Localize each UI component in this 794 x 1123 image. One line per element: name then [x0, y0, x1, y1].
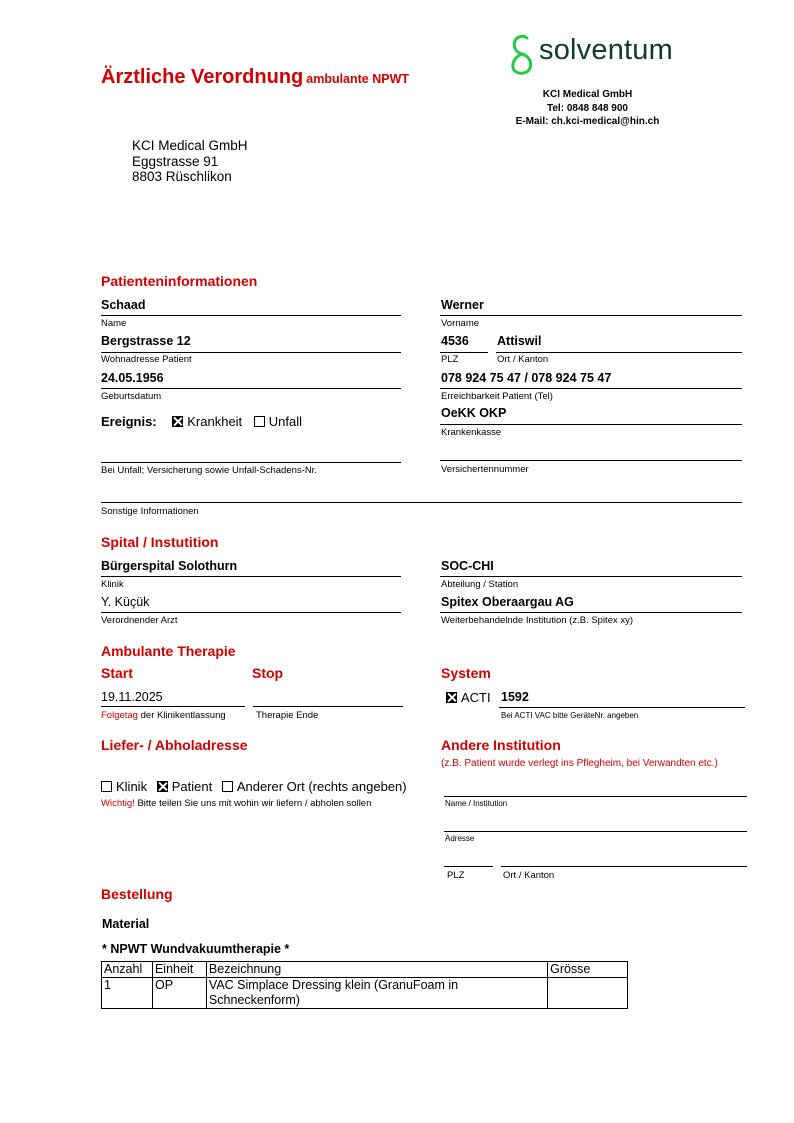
divider [496, 352, 742, 353]
other-institution-city-field[interactable] [501, 866, 747, 867]
divider [499, 707, 745, 708]
divider [101, 315, 401, 316]
patient-name-field[interactable]: Schaad [101, 298, 146, 312]
hospital-doctor-label: Verordnender Arzt [101, 615, 178, 626]
checkbox-checked-icon[interactable] [157, 781, 168, 792]
divider [101, 576, 401, 577]
order-table [101, 961, 628, 1009]
delivery-note [101, 798, 371, 809]
system-option-label: ACTI [461, 690, 491, 705]
column-header-groesse: Grösse [548, 962, 628, 978]
delivery-option-label: Anderer Ort (rechts angeben) [236, 779, 407, 794]
delivery-note-text: Bitte teilen Sie uns mit wohin wir liefern / abholen sollen [137, 798, 372, 809]
accident-field[interactable] [101, 462, 401, 463]
patient-city-field[interactable]: Attiswil [497, 334, 542, 348]
patient-insurance-label: Krankenkasse [441, 427, 502, 438]
event-option-unfall[interactable] [254, 414, 302, 429]
other-institution-city-label: Ort / Kanton [503, 870, 555, 881]
title-main: Ärztliche Verordnung [101, 66, 304, 88]
divider [101, 388, 401, 389]
recipient-company: KCI Medical GmbH [132, 138, 248, 153]
document-title [101, 66, 409, 89]
other-institution-plz-label: PLZ [447, 870, 465, 881]
contact-email: E-Mail: ch.kci-medical@hin.ch [515, 116, 660, 127]
recipient-address [132, 138, 248, 185]
cell-unit: OP [152, 978, 206, 1009]
recipient-street: Eggstrasse 91 [132, 153, 219, 169]
other-institution-name-field[interactable] [444, 796, 747, 797]
patient-birthdate-label: Geburtsdatum [101, 391, 162, 402]
section-patient-heading: Patienteninformationen [101, 273, 258, 289]
logo-s-icon [509, 32, 535, 78]
column-header-einheit: Einheit [152, 962, 206, 978]
patient-firstname-field[interactable]: Werner [441, 298, 484, 312]
contact-block [505, 88, 670, 129]
delivery-option-label: Patient [171, 779, 213, 794]
table-row [102, 978, 628, 1009]
patient-insurance-field[interactable]: OeKK OKP [441, 406, 507, 420]
patient-phone-label: Erreichbarkeit Patient (Tel) [441, 391, 553, 402]
divider [440, 388, 742, 389]
cell-size [548, 978, 628, 1009]
divider [440, 612, 742, 613]
patient-address-field[interactable]: Bergstrasse 12 [101, 334, 191, 348]
event-options [101, 414, 302, 429]
contact-tel: Tel: 0848 848 900 [547, 102, 628, 114]
divider [101, 352, 401, 353]
section-order-heading: Bestellung [101, 886, 173, 902]
hospital-followup-field[interactable]: Spitex Oberaargau AG [441, 595, 574, 609]
therapy-start-heading: Start [101, 665, 133, 681]
other-institution-address-label: Adresse [445, 834, 475, 843]
delivery-option-patient[interactable] [157, 779, 212, 794]
hospital-clinic-field[interactable]: Bürgerspital Solothurn [101, 559, 238, 573]
delivery-option-klinik[interactable] [101, 779, 147, 794]
patient-firstname-label: Vorname [441, 318, 480, 329]
therapy-stop-field[interactable] [253, 706, 403, 707]
order-material-label: Material [102, 917, 150, 931]
section-other-institution-heading: Andere Institution [441, 737, 561, 753]
therapy-start-hint-text: der Klinikentlassung [140, 710, 226, 721]
system-option-acti[interactable] [446, 690, 491, 705]
cell-qty: 1 [102, 978, 153, 1009]
recipient-city: 8803 Rüschlikon [132, 169, 232, 184]
divider [440, 315, 742, 316]
section-delivery-heading: Liefer- / Abholadresse [101, 737, 248, 753]
divider [101, 612, 401, 613]
delivery-options [101, 779, 407, 794]
hospital-followup-label: Weiterbehandelnde Institution (z.B. Spitex xy) [441, 615, 634, 626]
logo-wordmark: solventum [539, 34, 673, 66]
patient-plz-label: PLZ [441, 354, 459, 365]
therapy-start-hint [101, 710, 226, 721]
divider [440, 576, 742, 577]
patient-birthdate-field[interactable]: 24.05.1956 [101, 371, 164, 385]
section-therapy-heading: Ambulante Therapie [101, 643, 236, 659]
hospital-doctor-field[interactable]: Y. Küçük [101, 595, 150, 609]
therapy-stop-hint: Therapie Ende [256, 710, 319, 721]
checkbox-checked-icon[interactable] [172, 416, 183, 427]
other-info-field[interactable] [101, 502, 742, 503]
patient-address-label: Wohnadresse Patient [101, 354, 192, 365]
section-hospital-heading: Spital / Instutition [101, 534, 219, 550]
other-institution-name-label: Name / Institution [445, 799, 508, 808]
checkbox-icon[interactable] [254, 416, 265, 427]
therapy-stop-heading: Stop [252, 665, 284, 681]
patient-name-label: Name [101, 318, 127, 329]
hospital-clinic-label: Klinik [101, 579, 124, 590]
order-category: * NPWT Wundvakuumtherapie * [102, 942, 290, 956]
patient-plz-field[interactable]: 4536 [441, 334, 469, 348]
title-subtitle: ambulante NPWT [306, 72, 410, 86]
delivery-note-important: Wichtig! [101, 798, 135, 809]
insured-number-field[interactable] [440, 460, 742, 461]
checkbox-icon[interactable] [222, 781, 233, 792]
divider [101, 706, 245, 707]
event-option-label: Krankheit [187, 414, 243, 429]
contact-company: KCI Medical GmbH [542, 89, 633, 100]
delivery-option-label: Klinik [116, 779, 148, 794]
therapy-start-hint-red: Folgetag [101, 710, 138, 721]
divider [440, 424, 742, 425]
accident-label: Bei Unfall; Versicherung sowie Unfall-Schadens-Nr. [101, 465, 317, 476]
delivery-option-other[interactable] [222, 779, 407, 794]
therapy-system-heading: System [441, 665, 491, 681]
other-institution-hint: (z.B. Patient wurde verlegt ins Pflegheim, bei Verwandten etc.) [441, 758, 718, 769]
other-institution-plz-field[interactable] [444, 866, 493, 867]
event-label: Ereignis: [101, 414, 157, 429]
cell-description: VAC Simplace Dressing klein (GranuFoam in Schneckenform) [206, 978, 547, 1009]
other-info-label: Sonstige Informationen [101, 506, 199, 517]
column-header-bezeichnung: Bezeichnung [206, 962, 547, 978]
therapy-start-field[interactable]: 19.11.2025 [101, 690, 163, 704]
patient-phone-field[interactable]: 078 924 75 47 / 078 924 75 47 [441, 371, 612, 385]
device-number-hint: Bei ACTI VAC bitte GeräteNr. angeben [501, 711, 639, 720]
insured-number-label: Versichertennummer [441, 464, 529, 475]
column-header-anzahl: Anzahl [102, 962, 153, 978]
hospital-department-label: Abteilung / Station [441, 579, 519, 590]
patient-city-label: Ort / Kanton [497, 354, 549, 365]
device-number-field[interactable]: 1592 [501, 690, 529, 704]
event-option-label: Unfall [268, 414, 303, 429]
divider [440, 352, 488, 353]
order-table-header [102, 962, 628, 978]
checkbox-checked-icon[interactable] [446, 692, 457, 703]
checkbox-icon[interactable] [101, 781, 112, 792]
solventum-logo [509, 32, 689, 78]
hospital-department-field[interactable]: SOC-CHI [441, 559, 494, 573]
other-institution-address-field[interactable] [444, 831, 747, 832]
event-option-krankheit[interactable] [172, 414, 242, 429]
